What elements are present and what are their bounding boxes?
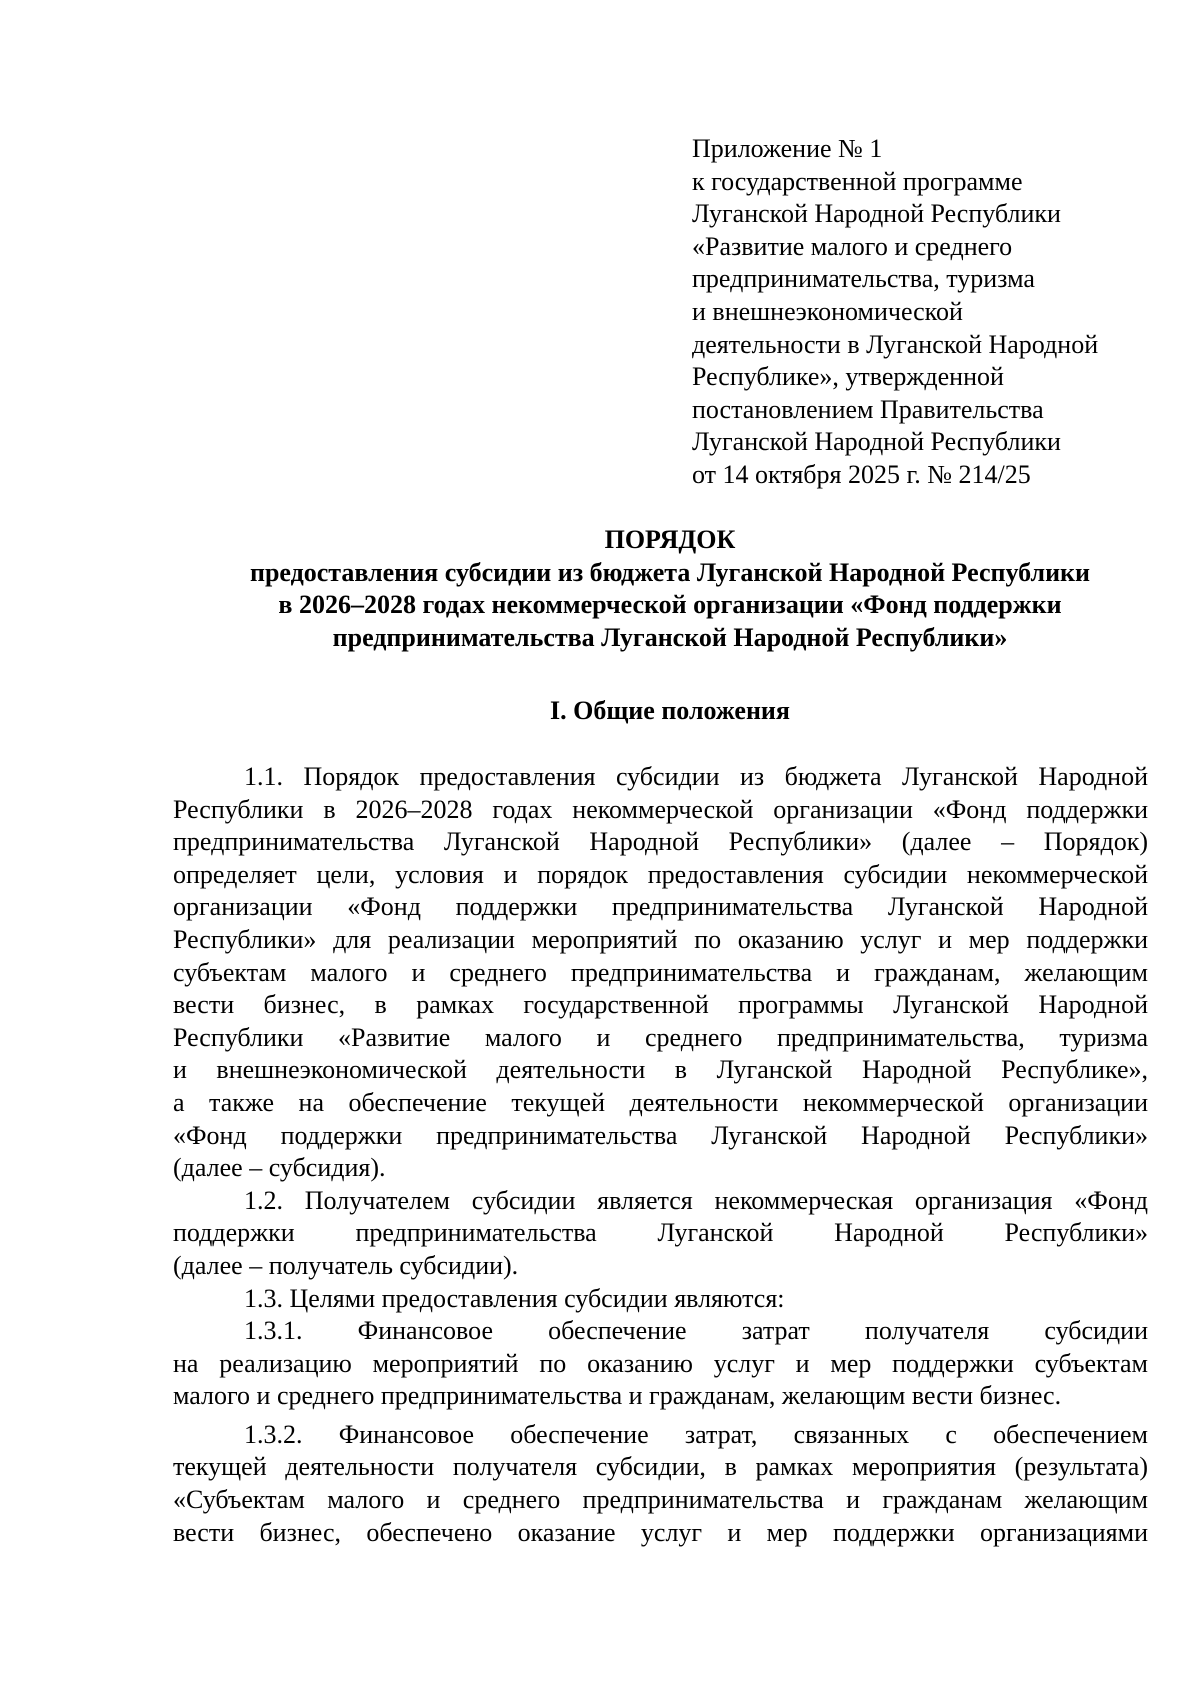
section-heading: I. Общие положения	[550, 696, 790, 725]
text-line: вести бизнес, обеспечено оказание услуг и мер поддержки организациями	[173, 1517, 1148, 1547]
title-subtitle-line: предоставления субсидии из бюджета Луганской Народной Республики	[249, 557, 1091, 587]
appendix-line: «Развитие малого и среднего	[692, 231, 1013, 261]
text-line: 1.3.1. Финансовое обеспечение затрат получателя субсидии	[244, 1316, 1148, 1346]
text-line: субъектам малого и среднего предпринимательства и гражданам, желающим	[173, 957, 1148, 987]
paragraph-1-3-2	[173, 1419, 1148, 1549]
appendix-line: Луганской Народной Республики	[692, 199, 1061, 229]
text-line: а также на обеспечение текущей деятельности некоммерческой организации	[173, 1087, 1148, 1117]
appendix-line: Республике», утвержденной	[692, 362, 1004, 392]
title-subtitle-line: в 2026–2028 годах некоммерческой организации «Фонд поддержки	[278, 590, 1062, 619]
text-line: предпринимательства Луганской Народной Республики» (далее – Порядок)	[173, 827, 1148, 857]
paragraph-1-3	[173, 1283, 1148, 1316]
text-line: Республики «Развитие малого и среднего предпринимательства, туризма	[173, 1022, 1148, 1052]
text-line: (далее – субсидия).	[173, 1153, 386, 1183]
appendix-line: деятельности в Луганской Народной	[692, 329, 1099, 359]
appendix-line: Приложение № 1	[692, 134, 883, 163]
text-line: 1.3.2. Финансовое обеспечение затрат, связанных с обеспечением	[244, 1419, 1148, 1449]
text-line: и внешнеэкономической деятельности в Луганской Народной Республике»,	[173, 1055, 1148, 1085]
appendix-line: постановлением Правительства	[692, 394, 1044, 424]
appendix-note	[692, 133, 1162, 492]
title-subtitle-line: предпринимательства Луганской Народной Республики»	[332, 622, 1008, 652]
text-line: Республики в 2026–2028 годах некоммерческой организации «Фонд поддержки	[173, 794, 1148, 824]
appendix-line: предпринимательства, туризма	[692, 264, 1035, 294]
appendix-line: к государственной программе	[692, 166, 1023, 196]
paragraph-1-2	[173, 1185, 1148, 1283]
text-line: организации «Фонд поддержки предпринимательства Луганской Народной	[173, 892, 1148, 922]
paragraph-1-1	[173, 761, 1148, 1185]
text-line: поддержки предпринимательства Луганской Народной Республики»	[173, 1218, 1148, 1248]
paragraph-1-3-1	[173, 1315, 1148, 1413]
text-line: определяет цели, условия и порядок предоставления субсидии некоммерческой	[173, 859, 1148, 889]
text-line: Республики» для реализации мероприятий по оказанию услуг и мер поддержки	[173, 924, 1148, 954]
text-line: текущей деятельности получателя субсидии, в рамках мероприятия (результата)	[173, 1452, 1148, 1482]
text-line: (далее – получатель субсидии).	[173, 1250, 519, 1280]
appendix-line: Луганской Народной Республики	[692, 427, 1061, 457]
text-line: малого и среднего предпринимательства и гражданам, желающим вести бизнес.	[173, 1381, 1062, 1411]
text-line: 1.2. Получателем субсидии является некоммерческая организация «Фонд	[244, 1185, 1148, 1215]
appendix-line: от 14 октября 2025 г. № 214/25	[692, 459, 1031, 489]
text-line: 1.3. Целями предоставления субсидии являются:	[244, 1283, 785, 1313]
document-body	[173, 761, 1148, 1549]
text-line: «Фонд поддержки предпринимательства Луганской Народной Республики»	[173, 1120, 1148, 1150]
document-title	[150, 524, 1190, 654]
text-line: 1.1. Порядок предоставления субсидии из бюджета Луганской Народной	[244, 762, 1148, 791]
title-heading: ПОРЯДОК	[604, 525, 736, 554]
text-line: «Субъектам малого и среднего предпринимательства и гражданам желающим	[173, 1485, 1148, 1515]
appendix-line: и внешнеэкономической	[692, 296, 963, 326]
text-line: вести бизнес, в рамках государственной программы Луганской Народной	[173, 990, 1148, 1020]
text-line: на реализацию мероприятий по оказанию услуг и мер поддержки субъектам	[173, 1348, 1148, 1378]
